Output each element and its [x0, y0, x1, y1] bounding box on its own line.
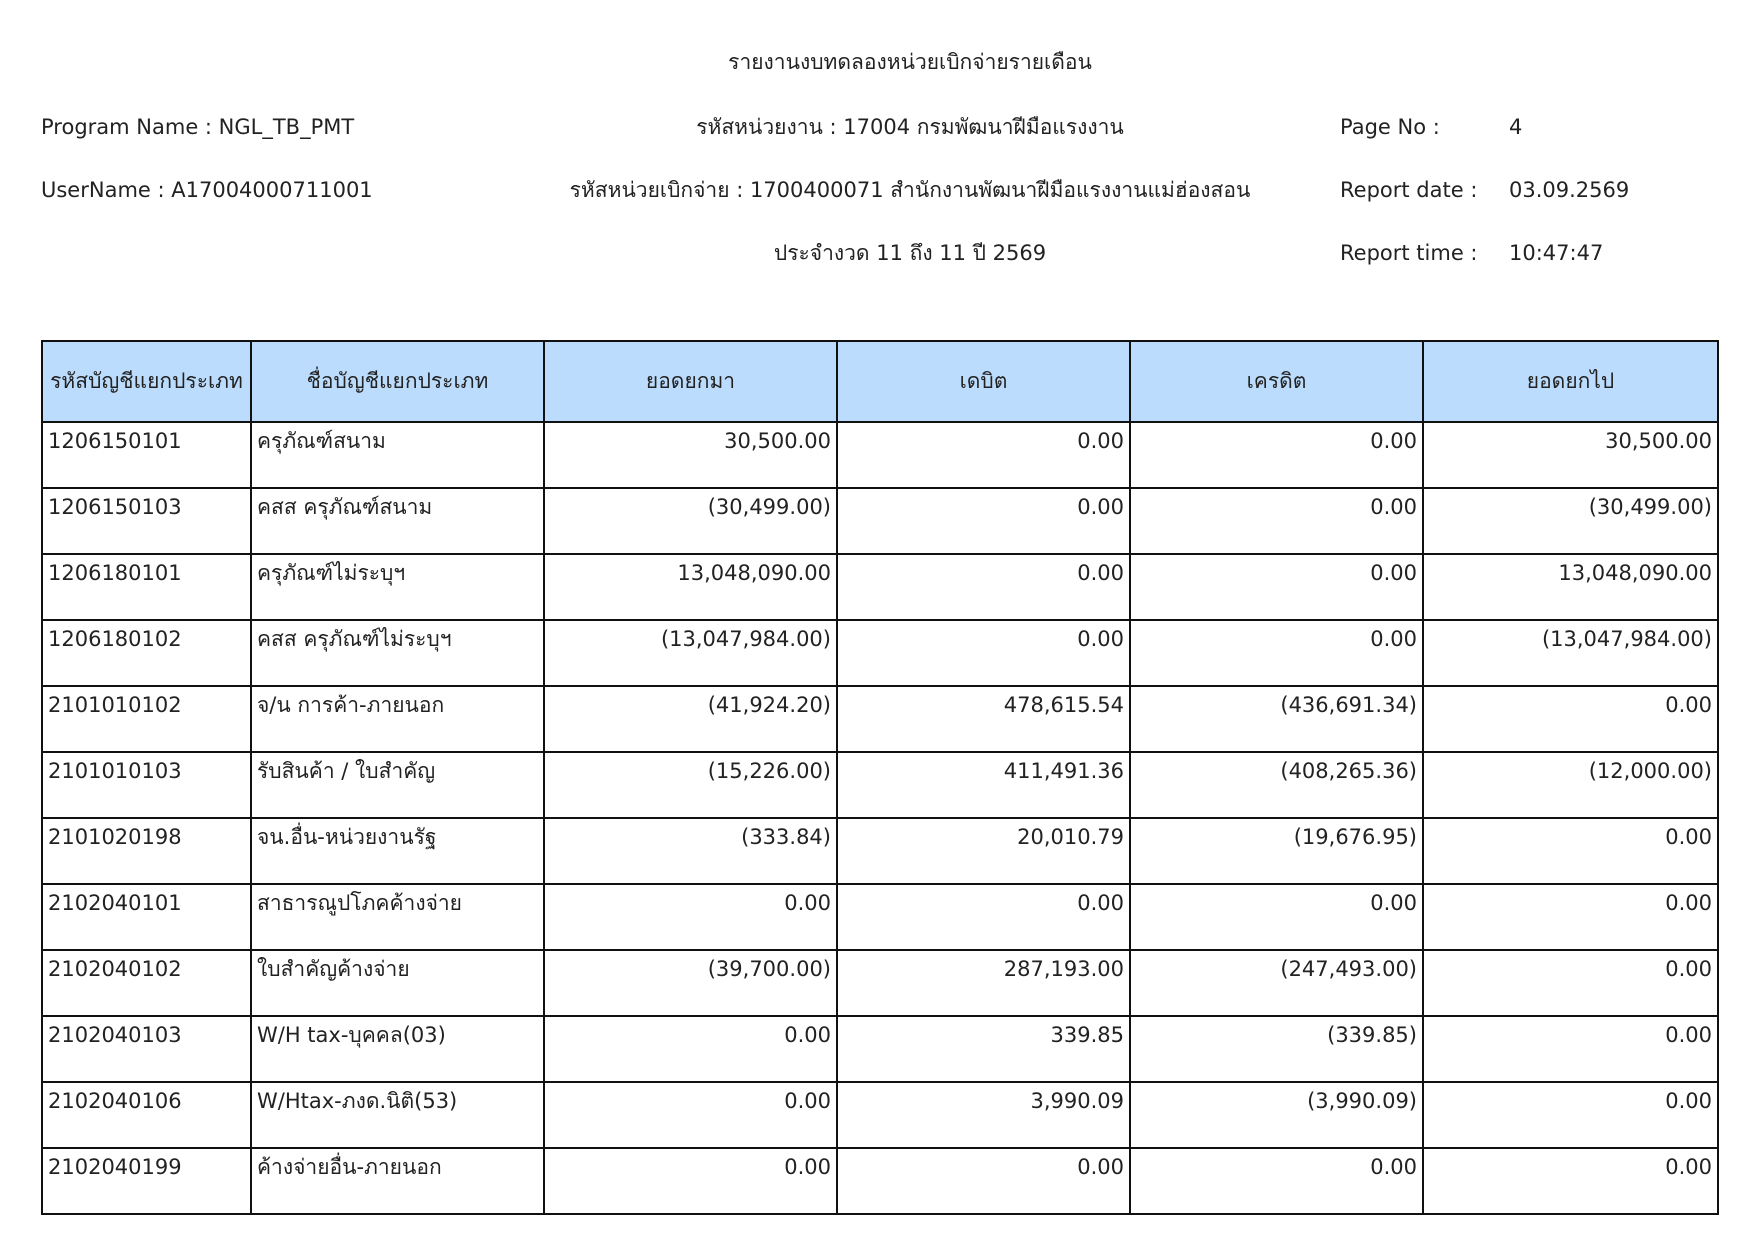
debit-cell: 0.00: [837, 488, 1130, 554]
credit-cell: 0.00: [1130, 422, 1423, 488]
account-code-cell: 2101010103: [42, 752, 251, 818]
opening-balance-cell: 0.00: [544, 1148, 837, 1214]
user-name: UserName : A17004000711001: [41, 178, 373, 202]
account-code-cell: 2102040103: [42, 1016, 251, 1082]
opening-balance-cell: (333.84): [544, 818, 837, 884]
account-code-cell: 1206150101: [42, 422, 251, 488]
credit-cell: (436,691.34): [1130, 686, 1423, 752]
account-name-cell: ครุภัณฑ์ไม่ระบุฯ: [251, 554, 544, 620]
trial-balance-table: [41, 340, 1719, 1215]
debit-cell: 0.00: [837, 1148, 1130, 1214]
table-header-row: [42, 341, 1718, 422]
credit-cell: (339.85): [1130, 1016, 1423, 1082]
account-code-cell: 2102040101: [42, 884, 251, 950]
opening-balance-cell: 13,048,090.00: [544, 554, 837, 620]
table-row: [42, 1148, 1718, 1214]
account-name-cell: ครุภัณฑ์สนาม: [251, 422, 544, 488]
opening-balance-cell: 30,500.00: [544, 422, 837, 488]
col-header-account-code: รหัสบัญชีแยกประเภท: [42, 341, 251, 422]
account-name-cell: จน.อื่น-หน่วยงานรัฐ: [251, 818, 544, 884]
opening-balance-cell: 0.00: [544, 884, 837, 950]
closing-balance-cell: 0.00: [1423, 1148, 1718, 1214]
table-row: [42, 818, 1718, 884]
table-row: [42, 686, 1718, 752]
table-row: [42, 884, 1718, 950]
agency-code: รหัสหน่วยงาน : 17004 กรมพัฒนาฝีมือแรงงาน: [696, 115, 1124, 139]
report-time-value: 10:47:47: [1509, 241, 1604, 265]
report-title: รายงานงบทดลองหน่วยเบิกจ่ายรายเดือน: [728, 50, 1092, 74]
closing-balance-cell: 13,048,090.00: [1423, 554, 1718, 620]
account-name-cell: คสส ครุภัณฑ์ไม่ระบุฯ: [251, 620, 544, 686]
table-row: [42, 488, 1718, 554]
account-code-cell: 2101020198: [42, 818, 251, 884]
account-name-cell: คสส ครุภัณฑ์สนาม: [251, 488, 544, 554]
col-header-closing-balance: ยอดยกไป: [1423, 341, 1718, 422]
closing-balance-cell: 0.00: [1423, 1016, 1718, 1082]
account-code-cell: 2102040102: [42, 950, 251, 1016]
account-code-cell: 2102040106: [42, 1082, 251, 1148]
credit-cell: (247,493.00): [1130, 950, 1423, 1016]
account-code-cell: 1206180102: [42, 620, 251, 686]
page-no-label: Page No :: [1340, 115, 1440, 139]
debit-cell: 478,615.54: [837, 686, 1130, 752]
col-header-opening-balance: ยอดยกมา: [544, 341, 837, 422]
closing-balance-cell: 0.00: [1423, 686, 1718, 752]
credit-cell: 0.00: [1130, 620, 1423, 686]
col-header-credit: เครดิต: [1130, 341, 1423, 422]
account-code-cell: 2102040199: [42, 1148, 251, 1214]
opening-balance-cell: (39,700.00): [544, 950, 837, 1016]
debit-cell: 287,193.00: [837, 950, 1130, 1016]
table-row: [42, 752, 1718, 818]
closing-balance-cell: 0.00: [1423, 884, 1718, 950]
closing-balance-cell: 0.00: [1423, 818, 1718, 884]
table-row: [42, 620, 1718, 686]
table-row: [42, 554, 1718, 620]
credit-cell: 0.00: [1130, 884, 1423, 950]
debit-cell: 20,010.79: [837, 818, 1130, 884]
col-header-debit: เดบิต: [837, 341, 1130, 422]
account-name-cell: W/H tax-บุคคล(03): [251, 1016, 544, 1082]
account-name-cell: ค้างจ่ายอื่น-ภายนอก: [251, 1148, 544, 1214]
credit-cell: 0.00: [1130, 554, 1423, 620]
debit-cell: 411,491.36: [837, 752, 1130, 818]
account-name-cell: ใบสำคัญค้างจ่าย: [251, 950, 544, 1016]
report-period: ประจำงวด 11 ถึง 11 ปี 2569: [773, 241, 1047, 265]
closing-balance-cell: 0.00: [1423, 950, 1718, 1016]
debit-cell: 0.00: [837, 554, 1130, 620]
credit-cell: (3,990.09): [1130, 1082, 1423, 1148]
table-row: [42, 1082, 1718, 1148]
account-code-cell: 1206180101: [42, 554, 251, 620]
debit-cell: 3,990.09: [837, 1082, 1130, 1148]
opening-balance-cell: (15,226.00): [544, 752, 837, 818]
opening-balance-cell: (13,047,984.00): [544, 620, 837, 686]
closing-balance-cell: (30,499.00): [1423, 488, 1718, 554]
page-no-value: 4: [1509, 115, 1523, 139]
credit-cell: 0.00: [1130, 488, 1423, 554]
account-name-cell: จ/น การค้า-ภายนอก: [251, 686, 544, 752]
opening-balance-cell: (41,924.20): [544, 686, 837, 752]
opening-balance-cell: (30,499.00): [544, 488, 837, 554]
closing-balance-cell: 30,500.00: [1423, 422, 1718, 488]
report-time-label: Report time :: [1340, 241, 1478, 265]
report-date-value: 03.09.2569: [1509, 178, 1630, 202]
program-name: Program Name : NGL_TB_PMT: [41, 115, 355, 139]
closing-balance-cell: (12,000.00): [1423, 752, 1718, 818]
disbursing-unit: รหัสหน่วยเบิกจ่าย : 1700400071 สำนักงานพัฒนาฝีมือแรงงานแม่ฮ่องสอน: [569, 178, 1251, 202]
table-row: [42, 950, 1718, 1016]
report-date-label: Report date :: [1340, 178, 1478, 202]
credit-cell: (19,676.95): [1130, 818, 1423, 884]
table-body: [42, 422, 1718, 1214]
account-code-cell: 2101010102: [42, 686, 251, 752]
account-code-cell: 1206150103: [42, 488, 251, 554]
closing-balance-cell: (13,047,984.00): [1423, 620, 1718, 686]
credit-cell: (408,265.36): [1130, 752, 1423, 818]
debit-cell: 0.00: [837, 422, 1130, 488]
account-name-cell: สาธารณูปโภคค้างจ่าย: [251, 884, 544, 950]
table-row: [42, 422, 1718, 488]
table-row: [42, 1016, 1718, 1082]
debit-cell: 0.00: [837, 884, 1130, 950]
closing-balance-cell: 0.00: [1423, 1082, 1718, 1148]
opening-balance-cell: 0.00: [544, 1016, 837, 1082]
col-header-account-name: ชื่อบัญชีแยกประเภท: [251, 341, 544, 422]
debit-cell: 339.85: [837, 1016, 1130, 1082]
account-name-cell: W/Htax-ภงด.นิติ(53): [251, 1082, 544, 1148]
opening-balance-cell: 0.00: [544, 1082, 837, 1148]
credit-cell: 0.00: [1130, 1148, 1423, 1214]
debit-cell: 0.00: [837, 620, 1130, 686]
account-name-cell: รับสินค้า / ใบสำคัญ: [251, 752, 544, 818]
